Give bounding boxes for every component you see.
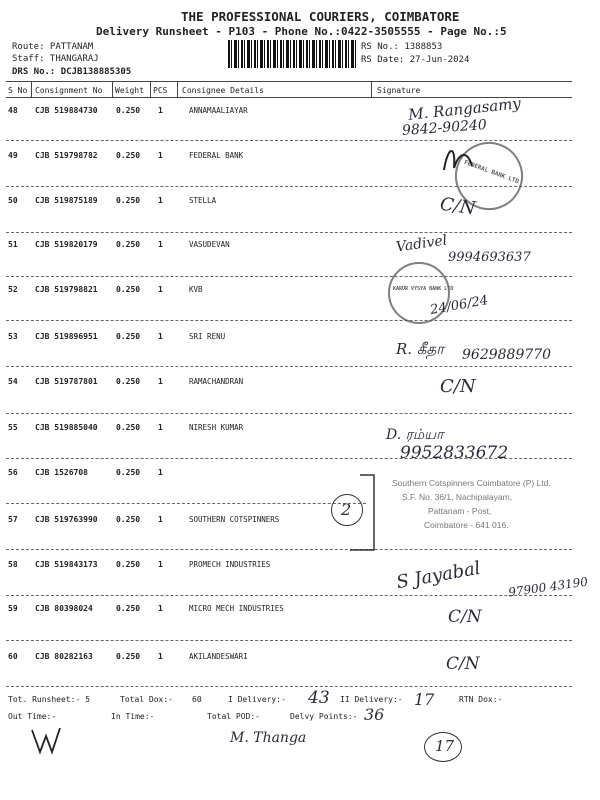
footer-count-circle: 17 bbox=[424, 732, 462, 762]
row-separator bbox=[6, 232, 572, 233]
col-header-signature: Signature bbox=[377, 86, 421, 95]
row-separator bbox=[6, 413, 572, 414]
i-delivery-value: 43 bbox=[308, 688, 330, 708]
row-pcs: 1 bbox=[158, 604, 163, 613]
row-separator bbox=[6, 276, 572, 277]
total-dox-value: 60 bbox=[192, 695, 202, 704]
row-sno: 58 bbox=[8, 560, 18, 569]
row-consignee: FEDERAL BANK bbox=[189, 151, 244, 160]
runsheet-subtitle: Delivery Runsheet - P103 - Phone No.:0422-3505555 - Page No.:5 bbox=[96, 25, 507, 38]
row-pcs: 1 bbox=[158, 106, 163, 115]
delvy-points-label: Delvy Points:- bbox=[290, 712, 358, 721]
rs-number: RS No.: 1388853 bbox=[361, 42, 443, 52]
row-sno: 55 bbox=[8, 423, 18, 432]
col-header-weight: Weight bbox=[115, 86, 144, 95]
row-consignment: CJB 519787801 bbox=[35, 377, 98, 386]
signature-52-date: 24/06/24 bbox=[429, 293, 490, 318]
southern-stamp-line4: Coimbatore - 641 016. bbox=[424, 520, 509, 530]
signature-51: Vadivel bbox=[395, 232, 449, 256]
row-pcs: 1 bbox=[158, 560, 163, 569]
row-pcs: 1 bbox=[158, 196, 163, 205]
out-time-signature bbox=[28, 722, 68, 758]
col-header-sno: S No bbox=[8, 86, 28, 95]
row-pcs: 1 bbox=[158, 515, 163, 524]
row-pcs: 1 bbox=[158, 468, 163, 477]
signature-53-phone: 9629889770 bbox=[462, 347, 552, 363]
row-consignment: CJB 80398024 bbox=[35, 604, 93, 613]
row-weight: 0.250 bbox=[116, 423, 141, 432]
col-header-consignment: Consignment No bbox=[35, 86, 103, 95]
row-separator bbox=[6, 686, 572, 687]
southern-stamp-line1: Southern Cotspinners Coimbatore (P) Ltd. bbox=[392, 478, 551, 488]
row-sno: 53 bbox=[8, 332, 18, 341]
out-time-label: Out Time:- bbox=[8, 712, 57, 721]
ii-delivery-label: II Delivery:- bbox=[340, 695, 403, 704]
row-weight: 0.250 bbox=[116, 151, 141, 160]
row-sno: 49 bbox=[8, 151, 18, 160]
row-sno: 57 bbox=[8, 515, 18, 524]
signature-55-phone: 9952833672 bbox=[400, 443, 509, 463]
row-consignment: CJB 1526708 bbox=[35, 468, 88, 477]
signature-59: C/N bbox=[448, 607, 482, 627]
row-pcs: 1 bbox=[158, 423, 163, 432]
row-consignment: CJB 519820179 bbox=[35, 240, 98, 249]
signature-54: C/N bbox=[440, 376, 476, 397]
row-weight: 0.250 bbox=[116, 240, 141, 249]
row-weight: 0.250 bbox=[116, 377, 141, 386]
col-divider bbox=[371, 82, 372, 98]
signature-60: C/N bbox=[446, 654, 480, 674]
row-separator bbox=[6, 503, 366, 504]
row-consignee: AKILANDESWARI bbox=[189, 652, 248, 661]
signature-50: C/N bbox=[438, 193, 477, 220]
row-sno: 51 bbox=[8, 240, 18, 249]
signature-48-phone: 9842-90240 bbox=[401, 117, 488, 139]
col-header-pcs: PCS bbox=[153, 86, 168, 95]
row-weight: 0.250 bbox=[116, 468, 141, 477]
row-weight: 0.250 bbox=[116, 604, 141, 613]
row-consignee: STELLA bbox=[189, 196, 217, 205]
total-dox-label: Total Dox:- bbox=[120, 695, 173, 704]
total-runsheet: Tot. Runsheet:- 5 bbox=[8, 695, 90, 704]
company-title: THE PROFESSIONAL COURIERS, COIMBATORE bbox=[181, 9, 460, 24]
row-sno: 52 bbox=[8, 285, 18, 294]
signature-53: R. கீதா bbox=[396, 340, 445, 358]
row-sno: 50 bbox=[8, 196, 18, 205]
row-consignment: CJB 519843173 bbox=[35, 560, 98, 569]
row-sno: 59 bbox=[8, 604, 18, 613]
row-consignee: MICRO MECH INDUSTRIES bbox=[189, 604, 284, 613]
row-pcs: 1 bbox=[158, 240, 163, 249]
row-weight: 0.250 bbox=[116, 285, 141, 294]
row-pcs: 1 bbox=[158, 151, 163, 160]
signature-51-phone: 9994693637 bbox=[448, 250, 531, 265]
barcode bbox=[228, 40, 356, 68]
row-consignee: NIRESH KUMAR bbox=[189, 423, 244, 432]
row-consignee: KVB bbox=[189, 285, 203, 294]
signature-55: D. ரம்யா bbox=[386, 427, 444, 443]
row-consignment: CJB 519763990 bbox=[35, 515, 98, 524]
rtn-dox-label: RTN Dox:- bbox=[459, 695, 503, 704]
row-sno: 54 bbox=[8, 377, 18, 386]
row-pcs: 1 bbox=[158, 377, 163, 386]
row-weight: 0.250 bbox=[116, 515, 141, 524]
row-weight: 0.250 bbox=[116, 560, 141, 569]
row-consignment: CJB 519885040 bbox=[35, 423, 98, 432]
row-separator bbox=[6, 320, 572, 321]
row-sno: 56 bbox=[8, 468, 18, 477]
delvy-points-value: 36 bbox=[364, 705, 385, 724]
col-header-consignee: Consignee Details bbox=[182, 86, 264, 95]
route-label: Route: PATTANAM bbox=[12, 42, 94, 52]
row-consignment: CJB 519896951 bbox=[35, 332, 98, 341]
count-circle: 2 bbox=[331, 494, 363, 526]
col-divider bbox=[177, 82, 178, 98]
rs-date: RS Date: 27-Jun-2024 bbox=[361, 55, 470, 65]
row-weight: 0.250 bbox=[116, 196, 141, 205]
row-consignment: CJB 519798782 bbox=[35, 151, 98, 160]
row-consignee: RAMACHANDRAN bbox=[189, 377, 244, 386]
southern-stamp-line3: Pattanam - Post, bbox=[428, 506, 492, 516]
row-weight: 0.250 bbox=[116, 106, 141, 115]
row-separator bbox=[6, 640, 572, 641]
col-divider bbox=[31, 82, 32, 98]
signature-49 bbox=[438, 140, 478, 180]
row-pcs: 1 bbox=[158, 332, 163, 341]
row-consignment: CJB 519884730 bbox=[35, 106, 98, 115]
i-delivery-label: I Delivery:- bbox=[228, 695, 286, 704]
row-sno: 60 bbox=[8, 652, 18, 661]
footer-signature: M. Thanga bbox=[230, 730, 307, 746]
row-separator bbox=[6, 595, 572, 596]
kvb-stamp: KARUR VYSYA BANK LTD bbox=[388, 262, 450, 324]
signature-58: S Jayabal bbox=[394, 557, 483, 594]
row-consignee: VASUDEVAN bbox=[189, 240, 230, 249]
col-divider bbox=[150, 82, 151, 98]
row-consignment: CJB 519875189 bbox=[35, 196, 98, 205]
row-weight: 0.250 bbox=[116, 652, 141, 661]
southern-stamp-line2: S.F. No. 36/1, Nachipalayam, bbox=[402, 492, 513, 502]
drs-number: DRS No.: DCJB138885305 bbox=[12, 67, 132, 77]
row-consignment: CJB 519798821 bbox=[35, 285, 98, 294]
in-time-label: In Time:- bbox=[111, 712, 155, 721]
signature-58-phone: 97900 43190 bbox=[507, 574, 589, 600]
row-consignee: SRI RENU bbox=[189, 332, 226, 341]
row-sno: 48 bbox=[8, 106, 18, 115]
row-consignee: ANNAMAALIAYAR bbox=[189, 106, 248, 115]
row-separator bbox=[6, 366, 572, 367]
row-weight: 0.250 bbox=[116, 332, 141, 341]
col-divider bbox=[112, 82, 113, 98]
staff-label: Staff: THANGARAJ bbox=[12, 54, 99, 64]
row-consignee: PROMECH INDUSTRIES bbox=[189, 560, 271, 569]
header-top-rule bbox=[6, 81, 572, 82]
row-pcs: 1 bbox=[158, 652, 163, 661]
signature-48: M. Rangasamy bbox=[407, 94, 522, 124]
total-pod-label: Total POD:- bbox=[207, 712, 260, 721]
row-consignment: CJB 80282163 bbox=[35, 652, 93, 661]
federal-bank-stamp: FEDERAL BANK LTD bbox=[445, 132, 532, 219]
row-consignee: SOUTHERN COTSPINNERS bbox=[189, 515, 280, 524]
row-pcs: 1 bbox=[158, 285, 163, 294]
row-separator bbox=[6, 549, 572, 550]
ii-delivery-value: 17 bbox=[414, 690, 435, 709]
